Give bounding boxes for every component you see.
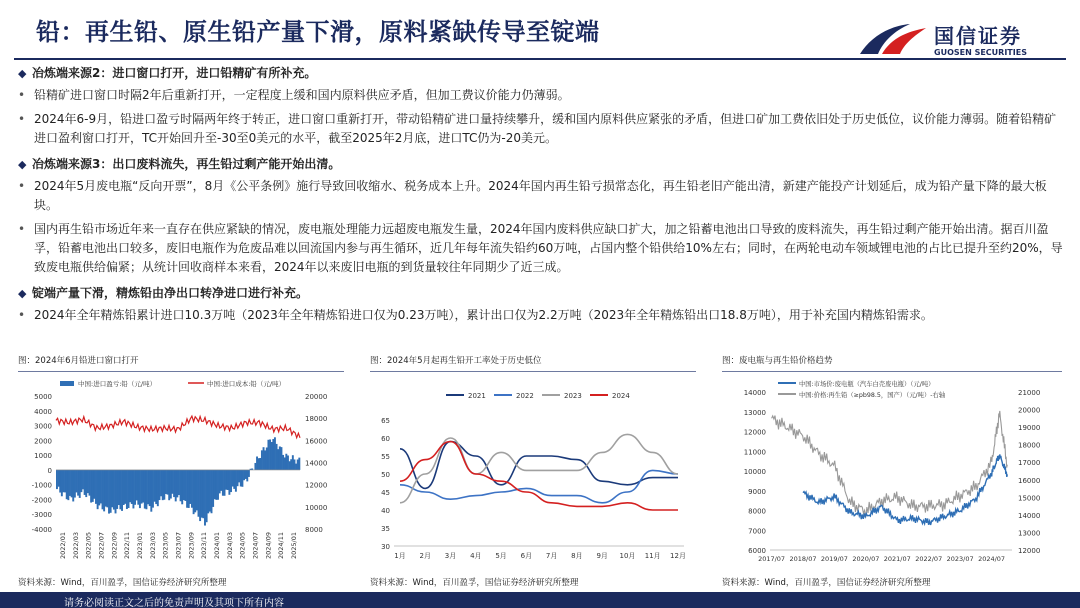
x-tick: 2023/01	[135, 532, 144, 560]
footer-bar	[0, 592, 1080, 608]
bullet-item	[18, 86, 1068, 105]
dot-bullet-icon: •	[18, 179, 26, 193]
x-tick: 2022/07	[97, 532, 106, 560]
y-tick-right: 15000	[1018, 494, 1041, 503]
x-tick: 2022/01	[58, 532, 67, 560]
page-title: 铅：再生铅、原生铅产量下滑，原料紧缺传导至锭端	[36, 18, 600, 46]
y-tick-left: 3000	[34, 422, 52, 431]
y-tick-right: 20000	[1018, 406, 1041, 415]
x-tick: 1月	[394, 552, 406, 560]
chart-source: 资料来源：Wind，百川盈孚，国信证券经济研究所整理	[722, 578, 931, 588]
bar	[298, 458, 300, 470]
y-tick: 60	[381, 435, 390, 443]
x-tick: 5月	[495, 552, 507, 560]
x-tick: 2024/07	[978, 555, 1006, 563]
diamond-bullet-icon: ◆	[18, 287, 27, 300]
logo-cn: 国信证券	[934, 24, 1022, 48]
x-tick: 2024/09	[264, 532, 273, 560]
company-logo	[858, 18, 1068, 62]
legend-label: 2022	[516, 392, 534, 400]
y-tick-right: 10000	[305, 503, 328, 512]
x-tick: 2022/09	[110, 532, 119, 560]
y-tick-right: 18000	[305, 415, 328, 424]
y-tick-right: 20000	[305, 393, 328, 401]
x-tick: 4月	[470, 552, 482, 560]
y-tick-left: 7000	[748, 527, 766, 536]
section-heading	[18, 282, 1068, 306]
y-tick-left: -1000	[31, 481, 52, 490]
y-tick-right: 18000	[1018, 441, 1041, 450]
legend-label: 2024	[612, 392, 630, 400]
x-tick: 2021/07	[883, 555, 911, 563]
chart-source: 资料来源：Wind，百川盈孚，国信证券经济研究所整理	[370, 578, 579, 588]
y-tick-right: 19000	[1018, 424, 1041, 433]
y-tick-left: 12000	[743, 428, 766, 437]
bullet-text: 国内再生铅市场近年来一直存在供应紧缺的情况，废电瓶处理能力远超废电瓶发生量，2024年国内废料供应缺口扩大，加之铅蓄电池出口导致的废料流失，再生铅过剩产能开始出清。据百川盈孚，铅蓄电池出口较多，废旧电瓶作为危废品难以回流国内参与再生循环，近几年每年流失铅约60万吨，占国内整个铅供给10%左右；同时，在两轮电动车领域锂电池的占比已提升至约20%，导致废电瓶供给偏紧；从统计回收商样本来看，2024年以来废旧电瓶的到货量较往年同期少了近三成。	[34, 222, 1063, 274]
x-tick: 2023/07	[174, 532, 183, 560]
y-tick: 45	[381, 489, 390, 497]
section-heading-text: 锭端产量下滑，精炼铅由净出口转净进口进行补充。	[32, 286, 309, 300]
chart-prices	[722, 374, 1062, 574]
dot-bullet-icon: •	[18, 88, 26, 102]
x-tick: 2022/03	[71, 532, 80, 560]
section-heading	[18, 62, 1068, 86]
caption-divider	[18, 371, 344, 372]
bullet-text: 2024年5月废电瓶“反向开票”，8月《公平条例》施行导致回收缩水、税务成本上升。2024年国内再生铅亏损常态化，再生铅老旧产能出清，新建产能投产计划延后，成为铅产量下降的最大板块。	[34, 179, 1047, 212]
x-tick: 2023/11	[200, 532, 209, 560]
y-tick-right: 13000	[1018, 529, 1041, 538]
series-line-2021	[400, 442, 678, 489]
caption-divider	[370, 371, 696, 372]
x-tick: 2023/09	[187, 532, 196, 560]
y-tick-right: 16000	[1018, 476, 1041, 485]
y-tick-left: -4000	[31, 526, 52, 534]
diamond-bullet-icon: ◆	[18, 158, 27, 171]
y-tick-left: -3000	[31, 511, 52, 520]
legend-swatch	[60, 381, 74, 386]
y-tick: 65	[381, 417, 390, 425]
section-heading-text: 冶炼端来源2：进口窗口打开，进口铅精矿有所补充。	[32, 66, 317, 80]
x-tick: 2022/07	[915, 555, 943, 563]
x-tick: 6月	[520, 552, 533, 560]
chart-panel-import	[18, 354, 344, 590]
diamond-bullet-icon: ◆	[18, 67, 27, 80]
x-tick: 3月	[444, 552, 457, 560]
chart-caption: 图：2024年5月起再生铅开工率处于历史低位	[370, 356, 542, 366]
section-heading-text: 冶炼端来源3：出口废料流失，再生铅过剩产能开始出清。	[32, 157, 341, 171]
y-tick-left: 11000	[743, 448, 766, 457]
y-tick-left: 0	[47, 466, 52, 475]
x-tick: 2024/07	[251, 532, 260, 560]
chart-utilization	[370, 374, 696, 574]
report-body	[18, 62, 1068, 330]
y-tick-right: 17000	[1018, 459, 1041, 468]
chart-import-window	[18, 374, 344, 574]
chart-caption: 图：废电瓶与再生铅价格趋势	[722, 356, 833, 366]
y-tick-right: 8000	[305, 526, 323, 534]
y-tick-left: 9000	[748, 487, 766, 496]
y-tick: 55	[381, 453, 390, 461]
bullet-text: 铅精矿进口窗口时隔2年后重新打开，一定程度上缓和国内原料供应矛盾，但加工费议价能力仍薄弱。	[34, 88, 570, 102]
logo-mark-icon	[858, 20, 928, 58]
y-tick-left: 14000	[743, 389, 766, 397]
bullet-item	[18, 220, 1068, 277]
x-tick: 2024/05	[238, 532, 247, 560]
y-tick-left: 4000	[34, 407, 52, 416]
bar	[248, 470, 250, 477]
dot-bullet-icon: •	[18, 222, 26, 236]
x-tick: 2024/01	[213, 532, 222, 560]
bullet-item	[18, 177, 1068, 215]
section-heading	[18, 153, 1068, 177]
bullet-text: 2024年6-9月，铅进口盈亏时隔两年终于转正，进口窗口重新打开，带动铅精矿进口量持续攀升，缓和国内原料供应紧张的矛盾，但进口矿加工费依旧处于历史低位，议价能力薄弱。随着铅精矿进口盈利窗口打开，TC开始回升至-30至0美元的水平，截至2025年2月底，进口TC仍为-20美元。	[34, 112, 1057, 145]
y-tick: 50	[381, 471, 390, 479]
x-tick: 2月	[419, 552, 432, 560]
y-tick-left: 8000	[748, 507, 766, 516]
y-tick-left: -2000	[31, 496, 52, 505]
x-tick: 2019/07	[820, 555, 848, 563]
chart-caption: 图：2024年6月铅进口窗口打开	[18, 356, 139, 366]
legend-label: 中国:价格:再生铅（≥pb98.5，国产）（元/吨）-右轴	[799, 392, 946, 399]
x-tick: 2024/03	[225, 532, 234, 560]
legend-label: 中国:进口盈亏:铅（元/吨）	[78, 380, 157, 388]
dot-bullet-icon: •	[18, 308, 26, 322]
series-line-cost	[56, 416, 300, 438]
y-tick-left: 1000	[34, 452, 52, 461]
x-tick: 7月	[545, 552, 558, 560]
bullet-item	[18, 110, 1068, 148]
x-tick: 2024/11	[277, 532, 286, 560]
y-tick-right: 16000	[305, 437, 328, 446]
chart-panel-utilization	[370, 354, 696, 590]
chart-source: 资料来源：Wind，百川盈孚，国信证券经济研究所整理	[18, 578, 227, 588]
x-tick: 2018/07	[789, 555, 817, 563]
footer-disclaimer: 请务必阅读正文之后的免责声明及其项下所有内容	[64, 598, 284, 608]
logo-en: GUOSEN SECURITIES	[934, 48, 1027, 57]
x-tick: 2025/01	[290, 532, 299, 560]
legend-label: 2021	[468, 392, 486, 400]
y-tick-left: 6000	[748, 547, 766, 555]
caption-divider	[722, 371, 1062, 372]
x-tick: 2022/11	[123, 532, 132, 560]
x-tick: 2023/07	[946, 555, 974, 563]
legend-label: 中国:市场价:废电瓶（汽车白壳废电瓶）（元/吨）	[799, 381, 935, 388]
x-tick: 2017/07	[758, 555, 786, 563]
x-tick: 11月	[644, 552, 661, 560]
y-tick-right: 14000	[1018, 511, 1041, 520]
y-tick-right: 21000	[1018, 389, 1041, 397]
y-tick: 40	[381, 507, 390, 515]
x-tick: 12月	[670, 552, 686, 560]
x-tick: 8月	[571, 552, 583, 560]
x-tick: 2020/07	[852, 555, 880, 563]
bullet-item	[18, 306, 1068, 325]
bullet-text: 2024年全年精炼铅累计进口10.3万吨（2023年全年精炼铅进口仅为0.23万吨），累计出口仅为2.2万吨（2023年全年精炼铅出口18.8万吨），用于补充国内精炼铅需求。	[34, 308, 933, 322]
y-tick-right: 14000	[305, 459, 328, 468]
y-tick-left: 5000	[34, 393, 52, 401]
y-tick: 35	[381, 525, 390, 533]
y-tick-left: 13000	[743, 408, 766, 417]
y-tick-right: 12000	[1018, 547, 1041, 555]
chart-panel-prices	[722, 354, 1062, 590]
x-tick: 2023/05	[161, 532, 170, 560]
y-tick-left: 10000	[743, 468, 766, 476]
x-tick: 2022/05	[84, 532, 93, 560]
legend-label: 中国:进口成本:铅（元/吨）	[207, 380, 286, 388]
y-tick: 30	[381, 543, 390, 551]
y-tick-right: 12000	[305, 481, 328, 490]
x-tick: 9月	[596, 552, 608, 560]
y-tick-left: 2000	[34, 437, 52, 446]
x-tick: 2023/03	[148, 532, 157, 560]
legend-label: 2023	[564, 392, 582, 400]
x-tick: 10月	[619, 552, 636, 560]
dot-bullet-icon: •	[18, 112, 26, 126]
